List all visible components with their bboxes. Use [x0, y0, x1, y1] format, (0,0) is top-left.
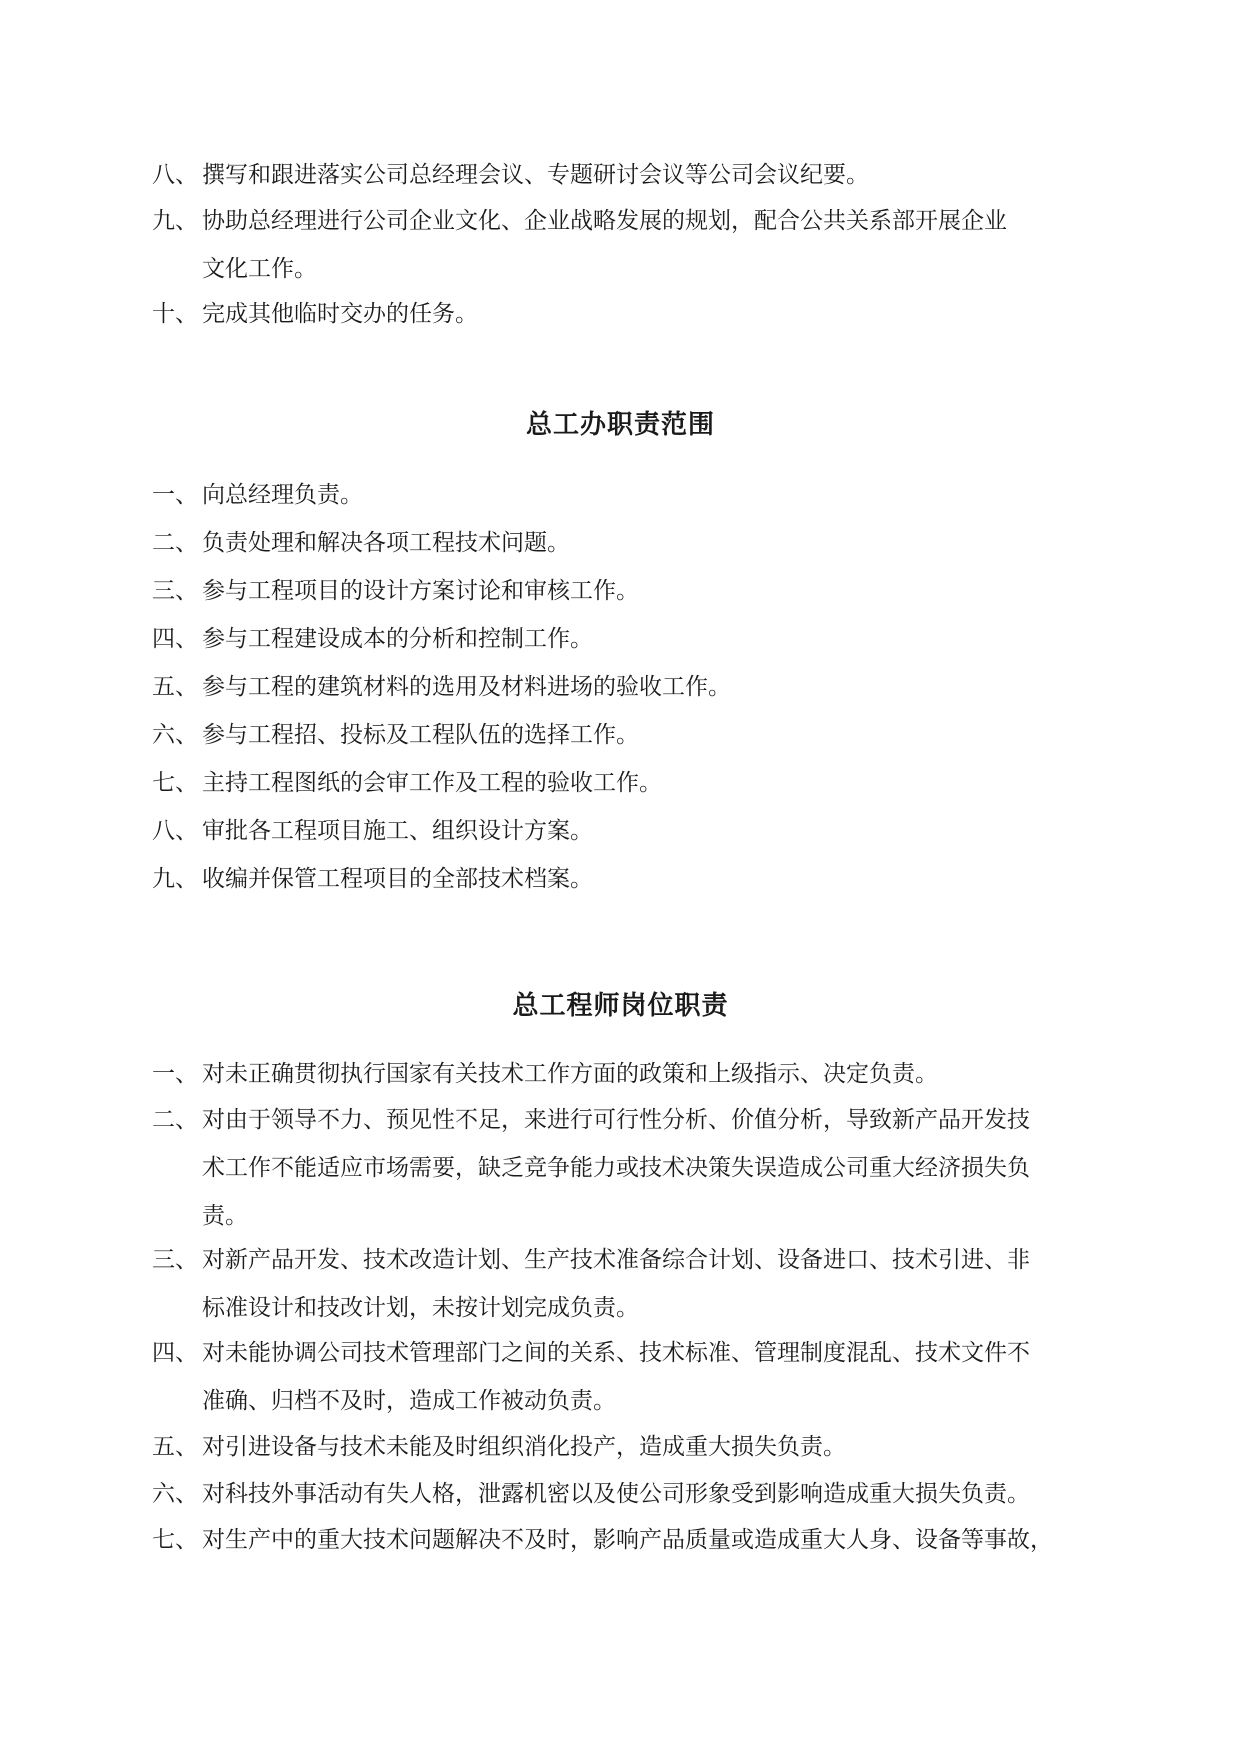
item-number: 四、 [152, 626, 198, 652]
list-item [152, 1329, 1092, 1425]
item-number: 六、 [152, 722, 198, 748]
item-number: 九、 [152, 866, 198, 892]
item-text: 撰写和跟进落实公司总经理会议、专题研讨会议等公司会议纪要。 [202, 162, 869, 188]
item-number: 四、 [152, 1340, 198, 1366]
item-text-continuation: 准确、归档不及时，造成工作被动负责。 [202, 1388, 616, 1414]
item-number: 一、 [152, 1061, 198, 1087]
list-item [152, 197, 1092, 293]
item-text: 主持工程图纸的会审工作及工程的验收工作。 [202, 770, 662, 796]
item-number: 十、 [152, 301, 198, 327]
section-title-chief-engineer-duties: 总工程师岗位职责 [512, 991, 729, 1021]
item-text: 向总经理负责。 [202, 482, 363, 508]
item-text: 对未能协调公司技术管理部门之间的关系、技术标准、管理制度混乱、技术文件不 [202, 1340, 1030, 1366]
item-text-continuation: 标准设计和技改计划，未按计划完成负责。 [202, 1295, 639, 1321]
list-item [152, 1423, 1092, 1471]
list-item [152, 151, 1092, 199]
list-item [152, 615, 1092, 663]
item-number: 七、 [152, 1527, 198, 1553]
item-number: 二、 [152, 530, 198, 556]
item-text: 对科技外事活动有失人格，泄露机密以及使公司形象受到影响造成重大损失负责。 [202, 1481, 1030, 1507]
list-item [152, 567, 1092, 615]
list-item [152, 290, 1092, 338]
section-title-chief-engineer-office: 总工办职责范围 [525, 410, 715, 440]
list-item [152, 471, 1092, 519]
item-text: 参与工程的建筑材料的选用及材料进场的验收工作。 [202, 674, 731, 700]
list-item [152, 1096, 1092, 1240]
item-text: 负责处理和解决各项工程技术问题。 [202, 530, 570, 556]
list-item [152, 711, 1092, 759]
item-text: 对由于领导不力、预见性不足，来进行可行性分析、价值分析，导致新产品开发技 [202, 1107, 1030, 1133]
item-number: 五、 [152, 1434, 198, 1460]
item-number: 五、 [152, 674, 198, 700]
item-text: 参与工程项目的设计方案讨论和审核工作。 [202, 578, 639, 604]
item-text: 参与工程招、投标及工程队伍的选择工作。 [202, 722, 639, 748]
item-text: 协助总经理进行公司企业文化、企业战略发展的规划，配合公共关系部开展企业 [202, 208, 1007, 234]
item-text-continuation: 术工作不能适应市场需要，缺乏竞争能力或技术决策失误造成公司重大经济损失负 [202, 1155, 1030, 1181]
item-number: 三、 [152, 578, 198, 604]
item-number: 六、 [152, 1481, 198, 1507]
item-text-continuation: 责。 [202, 1203, 248, 1229]
list-item [152, 855, 1092, 903]
item-number: 一、 [152, 482, 198, 508]
list-item [152, 759, 1092, 807]
list-item [152, 1470, 1092, 1518]
list-item [152, 519, 1092, 567]
item-number: 八、 [152, 818, 198, 844]
item-text: 对生产中的重大技术问题解决不及时，影响产品质量或造成重大人身、设备等事故， [202, 1527, 1053, 1553]
list-item [152, 1050, 1092, 1098]
item-text: 对新产品开发、技术改造计划、生产技术准备综合计划、设备进口、技术引进、非 [202, 1247, 1030, 1273]
list-item [152, 1516, 1092, 1564]
item-number: 三、 [152, 1247, 198, 1273]
item-text: 对未正确贯彻执行国家有关技术工作方面的政策和上级指示、决定负责。 [202, 1061, 938, 1087]
item-text: 参与工程建设成本的分析和控制工作。 [202, 626, 593, 652]
item-text: 收编并保管工程项目的全部技术档案。 [202, 866, 593, 892]
list-item [152, 807, 1092, 855]
item-text: 对引进设备与技术未能及时组织消化投产，造成重大损失负责。 [202, 1434, 846, 1460]
item-text: 审批各工程项目施工、组织设计方案。 [202, 818, 593, 844]
item-number: 七、 [152, 770, 198, 796]
item-number: 二、 [152, 1107, 198, 1133]
list-item [152, 663, 1092, 711]
item-number: 九、 [152, 208, 198, 234]
item-text: 完成其他临时交办的任务。 [202, 301, 478, 327]
item-number: 八、 [152, 162, 198, 188]
list-item [152, 1236, 1092, 1332]
item-text-continuation: 文化工作。 [202, 256, 317, 282]
